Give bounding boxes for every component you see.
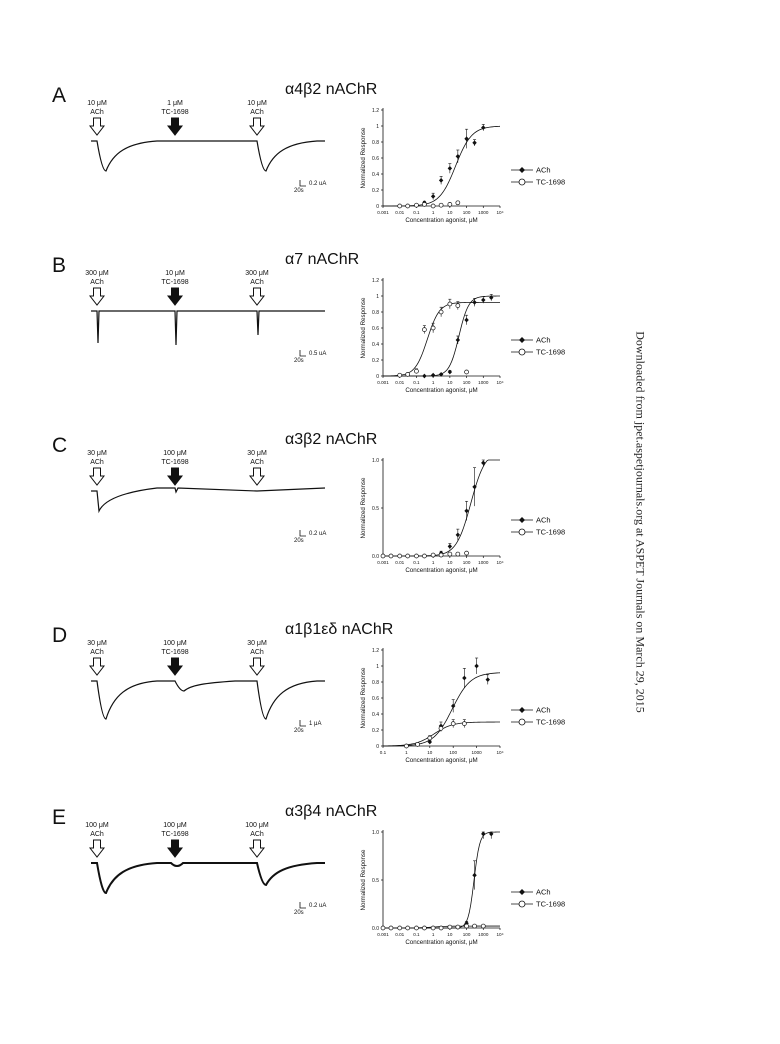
panel-title: α7 nAChR bbox=[285, 251, 360, 268]
open-arrow-icon bbox=[90, 468, 104, 485]
x-tick-label: 10 bbox=[447, 380, 453, 385]
panel-b bbox=[52, 251, 565, 394]
y-tick-label: 0.4 bbox=[372, 341, 379, 348]
data-point-ach bbox=[456, 532, 460, 537]
application-marker bbox=[87, 100, 107, 135]
data-point-tc-1698 bbox=[448, 552, 452, 556]
dose-response-chart bbox=[360, 108, 565, 224]
marker-drug: TC-1698 bbox=[161, 109, 189, 116]
y-tick-label: 1 bbox=[376, 293, 379, 300]
panel-d bbox=[52, 621, 565, 764]
legend-marker-ach bbox=[519, 889, 525, 895]
data-point-tc-1698 bbox=[439, 203, 443, 207]
legend-marker-tc-1698 bbox=[519, 349, 525, 355]
data-point-tc-1698 bbox=[414, 203, 418, 207]
x-tick-label: 0.01 bbox=[395, 932, 405, 937]
filled-arrow-icon bbox=[168, 468, 182, 485]
application-marker bbox=[87, 450, 107, 485]
data-point-tc-1698 bbox=[448, 202, 452, 206]
panel-c bbox=[52, 431, 565, 574]
data-point-tc-1698 bbox=[404, 744, 408, 748]
data-point-ach bbox=[431, 373, 435, 378]
x-tick-label: 0.1 bbox=[413, 210, 420, 215]
application-marker bbox=[245, 270, 269, 305]
marker-concentration: 10 μM bbox=[87, 100, 107, 107]
application-marker bbox=[161, 270, 188, 305]
scale-bar bbox=[300, 902, 306, 908]
open-arrow-icon bbox=[90, 288, 104, 305]
x-tick-label: 10 bbox=[447, 210, 453, 215]
data-point-tc-1698 bbox=[428, 736, 432, 740]
legend-label: TC-1698 bbox=[536, 527, 566, 537]
y-axis-label: Normalized Response bbox=[360, 667, 367, 729]
fit-curve bbox=[383, 832, 500, 928]
open-arrow-icon bbox=[250, 658, 264, 675]
x-tick-label: 10⁴ bbox=[496, 750, 504, 755]
filled-arrow-icon bbox=[168, 658, 182, 675]
scale-bar bbox=[300, 180, 306, 186]
x-tick-label: 0.01 bbox=[395, 210, 405, 215]
current-trace bbox=[91, 681, 325, 719]
x-tick-label: 1 bbox=[405, 750, 408, 755]
data-point-tc-1698 bbox=[422, 554, 426, 558]
x-tick-label: 0.001 bbox=[377, 932, 389, 937]
data-point-ach bbox=[456, 338, 460, 343]
panel-title: α4β2 nAChR bbox=[285, 81, 378, 98]
y-tick-label: 0.6 bbox=[372, 325, 379, 332]
application-marker bbox=[85, 270, 109, 305]
panel-e bbox=[52, 803, 565, 946]
series-tc-1698 bbox=[383, 720, 500, 748]
legend-label: ACh bbox=[536, 335, 551, 345]
marker-drug: TC-1698 bbox=[161, 459, 189, 466]
legend-label: ACh bbox=[536, 887, 551, 897]
open-arrow-icon bbox=[90, 658, 104, 675]
scale-amplitude: 0.2 uA bbox=[309, 903, 327, 909]
data-point-tc-1698 bbox=[406, 204, 410, 208]
current-trace bbox=[91, 863, 325, 893]
x-tick-label: 10⁴ bbox=[496, 560, 504, 565]
data-point-ach bbox=[448, 544, 452, 549]
data-point-tc-1698 bbox=[465, 551, 469, 555]
data-point-ach bbox=[472, 873, 476, 878]
x-tick-label: 100 bbox=[462, 210, 471, 215]
open-arrow-icon bbox=[250, 840, 264, 857]
legend-marker-tc-1698 bbox=[519, 901, 525, 907]
data-point-tc-1698 bbox=[431, 204, 435, 208]
panel-title: α1β1εδ nAChR bbox=[285, 621, 394, 638]
marker-concentration: 100 μM bbox=[163, 640, 187, 647]
marker-concentration: 30 μM bbox=[247, 640, 267, 647]
y-tick-label: 0.8 bbox=[372, 679, 379, 686]
data-point-tc-1698 bbox=[456, 552, 460, 556]
y-tick-label: 0 bbox=[376, 743, 379, 750]
data-point-tc-1698 bbox=[465, 370, 469, 374]
legend-label: ACh bbox=[536, 705, 551, 715]
y-tick-label: 0.4 bbox=[372, 711, 379, 718]
legend-marker-tc-1698 bbox=[519, 529, 525, 535]
panel-letter: D bbox=[52, 624, 68, 647]
scale-time: 20s bbox=[294, 358, 304, 364]
data-point-tc-1698 bbox=[439, 726, 443, 730]
legend-marker-tc-1698 bbox=[519, 179, 525, 185]
data-point-ach bbox=[481, 298, 485, 303]
x-tick-label: 1 bbox=[431, 380, 435, 385]
marker-drug: ACh bbox=[250, 831, 264, 838]
y-tick-label: 0 bbox=[376, 203, 379, 210]
data-point-tc-1698 bbox=[473, 924, 477, 928]
x-axis-label: Concentration agonist, μM bbox=[405, 757, 478, 764]
x-tick-label: 1000 bbox=[478, 380, 489, 385]
y-tick-label: 0.6 bbox=[372, 695, 379, 702]
data-point-tc-1698 bbox=[439, 926, 443, 930]
application-marker bbox=[161, 100, 188, 135]
application-marker bbox=[87, 640, 107, 675]
marker-concentration: 300 μM bbox=[85, 270, 109, 277]
legend-label: ACh bbox=[536, 515, 551, 525]
legend-label: TC-1698 bbox=[536, 347, 566, 357]
application-marker bbox=[245, 822, 269, 857]
marker-drug: TC-1698 bbox=[161, 649, 189, 656]
x-tick-label: 10 bbox=[447, 932, 453, 937]
x-tick-label: 1000 bbox=[471, 750, 482, 755]
scale-amplitude: 0.2 uA bbox=[309, 181, 327, 187]
legend-marker-ach bbox=[519, 707, 525, 713]
marker-drug: ACh bbox=[90, 831, 104, 838]
data-point-tc-1698 bbox=[481, 924, 485, 928]
y-tick-label: 0.0 bbox=[372, 925, 379, 932]
y-tick-label: 1.2 bbox=[372, 107, 379, 114]
marker-drug: ACh bbox=[90, 459, 104, 466]
data-point-tc-1698 bbox=[414, 926, 418, 930]
marker-drug: ACh bbox=[90, 109, 104, 116]
y-tick-label: 0.2 bbox=[372, 187, 379, 194]
data-point-ach bbox=[456, 154, 460, 159]
data-point-tc-1698 bbox=[414, 369, 418, 373]
marker-drug: ACh bbox=[250, 459, 264, 466]
scale-time: 20s bbox=[294, 728, 304, 734]
data-point-tc-1698 bbox=[422, 328, 426, 332]
panel-letter: E bbox=[52, 806, 67, 829]
data-point-ach bbox=[439, 178, 443, 183]
data-point-ach bbox=[462, 676, 466, 681]
x-tick-label: 0.1 bbox=[413, 380, 420, 385]
data-point-ach bbox=[474, 664, 478, 669]
x-tick-label: 1 bbox=[431, 210, 435, 215]
data-point-ach bbox=[464, 318, 468, 323]
panel-title: α3β4 nAChR bbox=[285, 803, 378, 820]
x-tick-label: 100 bbox=[449, 750, 458, 755]
data-point-tc-1698 bbox=[465, 924, 469, 928]
x-axis-label: Concentration agonist, μM bbox=[405, 387, 478, 394]
application-marker bbox=[161, 450, 188, 485]
current-trace bbox=[91, 311, 325, 345]
x-axis-label: Concentration agonist, μM bbox=[405, 217, 478, 224]
data-point-tc-1698 bbox=[416, 742, 420, 746]
x-axis-label: Concentration agonist, μM bbox=[405, 567, 478, 574]
scale-bar bbox=[300, 530, 306, 536]
x-tick-label: 100 bbox=[462, 932, 471, 937]
scale-time: 20s bbox=[294, 188, 304, 194]
scale-time: 20s bbox=[294, 538, 304, 544]
dose-response-chart bbox=[360, 458, 565, 574]
scale-amplitude: 1 μA bbox=[309, 721, 322, 727]
y-tick-label: 0.2 bbox=[372, 357, 379, 364]
marker-concentration: 30 μM bbox=[247, 450, 267, 457]
x-tick-label: 100 bbox=[462, 560, 471, 565]
data-point-ach bbox=[422, 374, 426, 379]
fit-curve bbox=[383, 460, 500, 556]
application-marker bbox=[247, 100, 267, 135]
x-tick-label: 10⁴ bbox=[496, 932, 504, 937]
scale-amplitude: 0.5 uA bbox=[309, 351, 327, 357]
y-tick-label: 1.2 bbox=[372, 647, 379, 654]
x-tick-label: 1000 bbox=[478, 560, 489, 565]
data-point-tc-1698 bbox=[398, 373, 402, 377]
data-point-ach bbox=[448, 370, 452, 375]
data-point-tc-1698 bbox=[431, 926, 435, 930]
data-point-ach bbox=[431, 194, 435, 199]
data-point-tc-1698 bbox=[398, 554, 402, 558]
open-arrow-icon bbox=[250, 288, 264, 305]
marker-concentration: 10 μM bbox=[247, 100, 267, 107]
series-ach bbox=[383, 124, 500, 207]
data-point-ach bbox=[486, 677, 490, 682]
x-tick-label: 1000 bbox=[478, 932, 489, 937]
current-trace bbox=[91, 488, 325, 511]
x-tick-label: 0.01 bbox=[395, 380, 405, 385]
marker-drug: ACh bbox=[250, 109, 264, 116]
data-point-tc-1698 bbox=[389, 554, 393, 558]
x-tick-label: 1 bbox=[431, 560, 435, 565]
legend-label: TC-1698 bbox=[536, 899, 566, 909]
data-point-tc-1698 bbox=[406, 926, 410, 930]
legend-marker-tc-1698 bbox=[519, 719, 525, 725]
series-tc-1698 bbox=[398, 201, 460, 208]
panel-title: α3β2 nAChR bbox=[285, 431, 378, 448]
y-tick-label: 0.4 bbox=[372, 171, 379, 178]
data-point-tc-1698 bbox=[422, 202, 426, 206]
data-point-tc-1698 bbox=[456, 925, 460, 929]
application-marker bbox=[247, 450, 267, 485]
y-axis-label: Normalized Response bbox=[360, 477, 367, 539]
application-marker bbox=[161, 640, 188, 675]
y-axis-label: Normalized Response bbox=[360, 297, 367, 359]
x-tick-label: 10⁴ bbox=[496, 380, 504, 385]
filled-arrow-icon bbox=[168, 118, 182, 135]
data-point-tc-1698 bbox=[431, 326, 435, 330]
data-point-tc-1698 bbox=[422, 926, 426, 930]
scale-amplitude: 0.2 uA bbox=[309, 531, 327, 537]
x-tick-label: 0.1 bbox=[413, 932, 420, 937]
fit-curve bbox=[383, 126, 500, 206]
y-tick-label: 1 bbox=[376, 123, 379, 130]
legend-label: TC-1698 bbox=[536, 717, 566, 727]
x-tick-label: 0.001 bbox=[377, 560, 389, 565]
y-tick-label: 1.2 bbox=[372, 277, 379, 284]
marker-drug: ACh bbox=[250, 649, 264, 656]
x-tick-label: 0.1 bbox=[413, 560, 420, 565]
legend-marker-ach bbox=[519, 337, 525, 343]
panel-letter: B bbox=[52, 254, 67, 277]
legend-marker-ach bbox=[519, 167, 525, 173]
y-tick-label: 1.0 bbox=[372, 457, 379, 464]
legend-marker-ach bbox=[519, 517, 525, 523]
y-tick-label: 0.5 bbox=[372, 505, 379, 512]
data-point-tc-1698 bbox=[381, 926, 385, 930]
marker-concentration: 1 μM bbox=[167, 100, 183, 107]
scale-bar bbox=[300, 350, 306, 356]
x-tick-label: 1 bbox=[431, 932, 435, 937]
x-tick-label: 10⁴ bbox=[496, 210, 504, 215]
application-marker bbox=[161, 822, 188, 857]
application-marker bbox=[85, 822, 109, 857]
x-tick-label: 0.01 bbox=[395, 560, 405, 565]
data-point-tc-1698 bbox=[448, 925, 452, 929]
marker-concentration: 100 μM bbox=[85, 822, 109, 829]
data-point-tc-1698 bbox=[456, 201, 460, 205]
marker-concentration: 100 μM bbox=[163, 450, 187, 457]
marker-concentration: 10 μM bbox=[165, 270, 185, 277]
series-ach bbox=[383, 658, 500, 748]
panel-letter: C bbox=[52, 434, 68, 457]
y-tick-label: 0.6 bbox=[372, 155, 379, 162]
open-arrow-icon bbox=[90, 840, 104, 857]
y-tick-label: 0.8 bbox=[372, 309, 379, 316]
dose-response-chart bbox=[360, 278, 565, 394]
marker-drug: ACh bbox=[90, 279, 104, 286]
y-tick-label: 0.0 bbox=[372, 553, 379, 560]
marker-concentration: 100 μM bbox=[245, 822, 269, 829]
scale-bar bbox=[300, 720, 306, 726]
legend-label: TC-1698 bbox=[536, 177, 566, 187]
data-point-tc-1698 bbox=[398, 926, 402, 930]
x-tick-label: 0.001 bbox=[377, 380, 389, 385]
panel-a bbox=[52, 81, 565, 224]
x-tick-label: 10 bbox=[427, 750, 433, 755]
fit-curve bbox=[383, 296, 500, 376]
y-axis-label: Normalized Response bbox=[360, 849, 367, 911]
marker-concentration: 30 μM bbox=[87, 640, 107, 647]
data-point-tc-1698 bbox=[406, 554, 410, 558]
data-point-tc-1698 bbox=[448, 302, 452, 306]
series-ach bbox=[383, 832, 500, 930]
x-axis-label: Concentration agonist, μM bbox=[405, 939, 478, 946]
y-tick-label: 1.0 bbox=[372, 829, 379, 836]
dose-response-chart bbox=[360, 648, 565, 764]
data-point-tc-1698 bbox=[381, 554, 385, 558]
series-tc-1698 bbox=[381, 924, 500, 930]
marker-concentration: 300 μM bbox=[245, 270, 269, 277]
marker-concentration: 30 μM bbox=[87, 450, 107, 457]
panel-letter: A bbox=[52, 84, 67, 107]
x-tick-label: 0.001 bbox=[377, 210, 389, 215]
series-tc-1698 bbox=[381, 551, 469, 558]
filled-arrow-icon bbox=[168, 288, 182, 305]
dose-response-chart bbox=[360, 830, 565, 946]
scale-time: 20s bbox=[294, 910, 304, 916]
data-point-tc-1698 bbox=[439, 553, 443, 557]
data-point-tc-1698 bbox=[451, 722, 455, 726]
y-tick-label: 1 bbox=[376, 663, 379, 670]
open-arrow-icon bbox=[250, 118, 264, 135]
data-point-tc-1698 bbox=[462, 722, 466, 726]
marker-concentration: 100 μM bbox=[163, 822, 187, 829]
data-point-tc-1698 bbox=[431, 553, 435, 557]
marker-drug: ACh bbox=[250, 279, 264, 286]
data-point-tc-1698 bbox=[456, 304, 460, 308]
open-arrow-icon bbox=[250, 468, 264, 485]
application-marker bbox=[247, 640, 267, 675]
marker-drug: TC-1698 bbox=[161, 831, 189, 838]
marker-drug: ACh bbox=[90, 649, 104, 656]
y-tick-label: 0.5 bbox=[372, 877, 379, 884]
y-axis-label: Normalized Response bbox=[360, 127, 367, 189]
data-point-tc-1698 bbox=[398, 204, 402, 208]
data-point-tc-1698 bbox=[439, 310, 443, 314]
x-tick-label: 10 bbox=[447, 560, 453, 565]
y-tick-label: 0 bbox=[376, 373, 379, 380]
download-watermark: Downloaded from jpet.aspetjournals.org at ASPET Journals on March 29, 2015 bbox=[633, 331, 648, 713]
data-point-tc-1698 bbox=[389, 926, 393, 930]
x-tick-label: 100 bbox=[462, 380, 471, 385]
current-trace bbox=[91, 141, 325, 171]
x-tick-label: 1000 bbox=[478, 210, 489, 215]
data-point-ach bbox=[481, 832, 485, 837]
series-tc-1698 bbox=[383, 299, 500, 377]
open-arrow-icon bbox=[90, 118, 104, 135]
data-point-tc-1698 bbox=[414, 554, 418, 558]
fit-curve bbox=[383, 673, 500, 746]
legend-label: ACh bbox=[536, 165, 551, 175]
series-ach bbox=[383, 460, 500, 557]
data-point-ach bbox=[448, 166, 452, 171]
y-tick-label: 0.2 bbox=[372, 727, 379, 734]
data-point-ach bbox=[472, 140, 476, 145]
marker-drug: TC-1698 bbox=[161, 279, 189, 286]
x-tick-label: 0.1 bbox=[379, 750, 387, 755]
y-tick-label: 0.8 bbox=[372, 139, 379, 146]
data-point-tc-1698 bbox=[406, 372, 410, 376]
filled-arrow-icon bbox=[168, 840, 182, 857]
